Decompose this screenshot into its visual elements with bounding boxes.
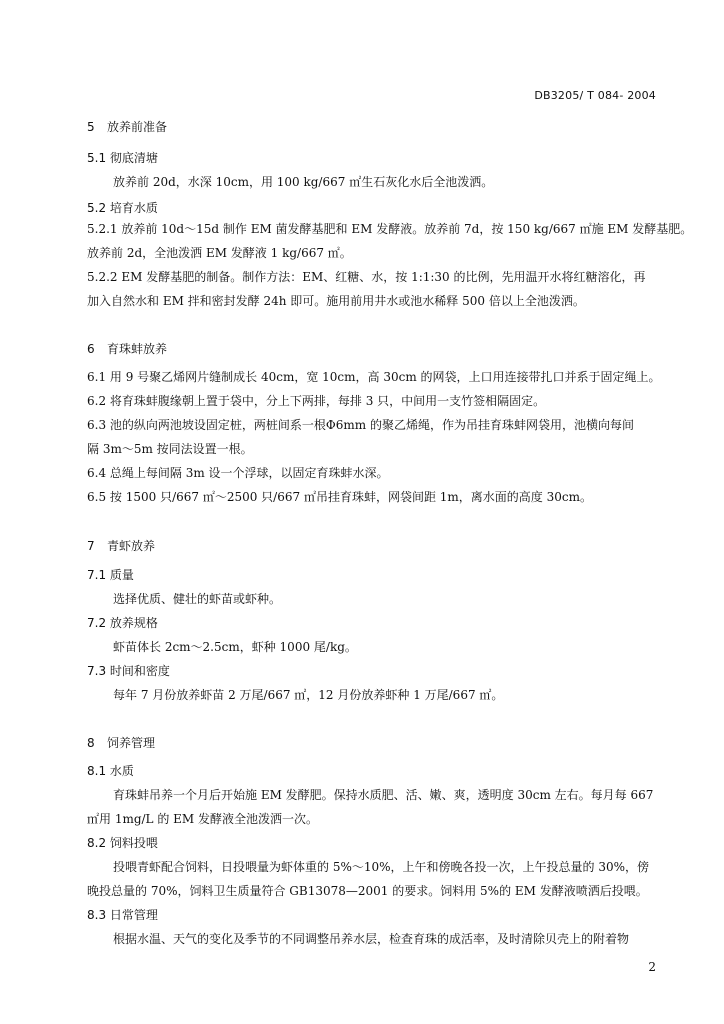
paragraph-line: 6.1 用 9 号聚乙烯网片缝制成长 40cm，宽 10cm，高 30cm 的网袋，上口用连接带扎口并系于固定绳上。	[87, 370, 661, 384]
subsection-heading: 8.2 饲料投喂	[87, 836, 158, 850]
section-number: 5	[87, 120, 95, 134]
subsection-heading: 8.3 日常管理	[87, 908, 158, 922]
subsection-heading: 7.2 放养规格	[87, 616, 158, 630]
paragraph-line: 投喂青虾配合饲料，日投喂量为虾体重的 5%～10%，上午和傍晚各投一次，上午投总量的 30%，傍	[113, 860, 650, 874]
paragraph-line: 6.5 按 1500 只/667 ㎡～2500 只/667 ㎡吊挂育珠蚌，网袋间距 1m，离水面的高度 30cm。	[87, 490, 592, 504]
paragraph-line: 加入自然水和 EM 拌和密封发酵 24h 即可。施用前用井水或池水稀释 500 倍以上全池泼洒。	[87, 294, 585, 308]
section-number: 6	[87, 342, 95, 356]
section-title: 青虾放养	[107, 539, 156, 553]
paragraph-line: 虾苗体长 2cm～2.5cm，虾种 1000 尾/kg。	[113, 640, 357, 654]
paragraph-line: ㎡用 1mg/L 的 EM 发酵液全池泼洒一次。	[87, 812, 319, 826]
section-number: 8	[87, 736, 95, 750]
paragraph-line: 6.4 总绳上每间隔 3m 设一个浮球，以固定育珠蚌水深。	[87, 466, 389, 480]
paragraph-line: 放养前 2d，全池泼洒 EM 发酵液 1 kg/667 ㎡。	[87, 246, 352, 260]
paragraph-line: 每年 7 月份放养虾苗 2 万尾/667 ㎡，12 月份放养虾种 1 万尾/667 ㎡。	[113, 688, 504, 702]
section-title: 育珠蚌放养	[107, 342, 168, 356]
paragraph-line: 育珠蚌吊养一个月后开始施 EM 发酵肥。保持水质肥、活、嫩、爽，透明度 30cm 左右。每月每 667	[113, 788, 654, 802]
paragraph-line: 隔 3m～5m 按同法设置一根。	[87, 442, 253, 456]
page-number: 2	[648, 960, 656, 974]
subsection-heading: 7.1 质量	[87, 568, 134, 582]
section-title: 放养前准备	[107, 120, 168, 134]
section-title: 饲养管理	[107, 736, 156, 750]
document-code: DB3205/ T 084- 2004	[534, 89, 656, 102]
section-heading	[87, 340, 167, 357]
section-number: 7	[87, 539, 95, 553]
paragraph-line: 放养前 20d，水深 10cm，用 100 kg/667 ㎡生石灰化水后全池泼洒。	[113, 175, 494, 189]
paragraph-line: 晚投总量的 70%，饲料卫生质量符合 GB13078—2001 的要求。饲料用 5%的 EM 发酵液喷洒后投喂。	[87, 884, 648, 898]
subsection-heading: 8.1 水质	[87, 764, 134, 778]
subsection-heading: 7.3 时间和密度	[87, 664, 170, 678]
paragraph-line: 根据水温、天气的变化及季节的不同调整吊养水层，检查育珠的成活率，及时清除贝壳上的附着物	[113, 932, 630, 946]
section-heading	[87, 118, 167, 135]
subsection-heading: 5.2 培育水质	[87, 201, 158, 215]
paragraph-line: 6.3 池的纵向两池坡设固定桩，两桩间系一根Φ6mm 的聚乙烯绳，作为吊挂育珠蚌网袋用，池横向每间	[87, 418, 634, 432]
paragraph-line: 6.2 将育珠蚌腹缘朝上置于袋中，分上下两排，每排 3 只，中间用一支竹签相隔固定。	[87, 394, 546, 408]
paragraph-line: 5.2.2 EM 发酵基肥的制备。制作方法：EM、红糖、水，按 1:1:30 的比例，先用温开水将红糖溶化，再	[87, 270, 646, 284]
paragraph-line: 5.2.1 放养前 10d～15d 制作 EM 菌发酵基肥和 EM 发酵液。放养前 7d，按 150 kg/667 ㎡施 EM 发酵基肥。	[87, 222, 693, 236]
subsection-heading: 5.1 彻底清塘	[87, 151, 158, 165]
section-heading	[87, 734, 155, 751]
section-heading	[87, 537, 155, 554]
paragraph-line: 选择优质、健壮的虾苗或虾种。	[113, 592, 282, 606]
